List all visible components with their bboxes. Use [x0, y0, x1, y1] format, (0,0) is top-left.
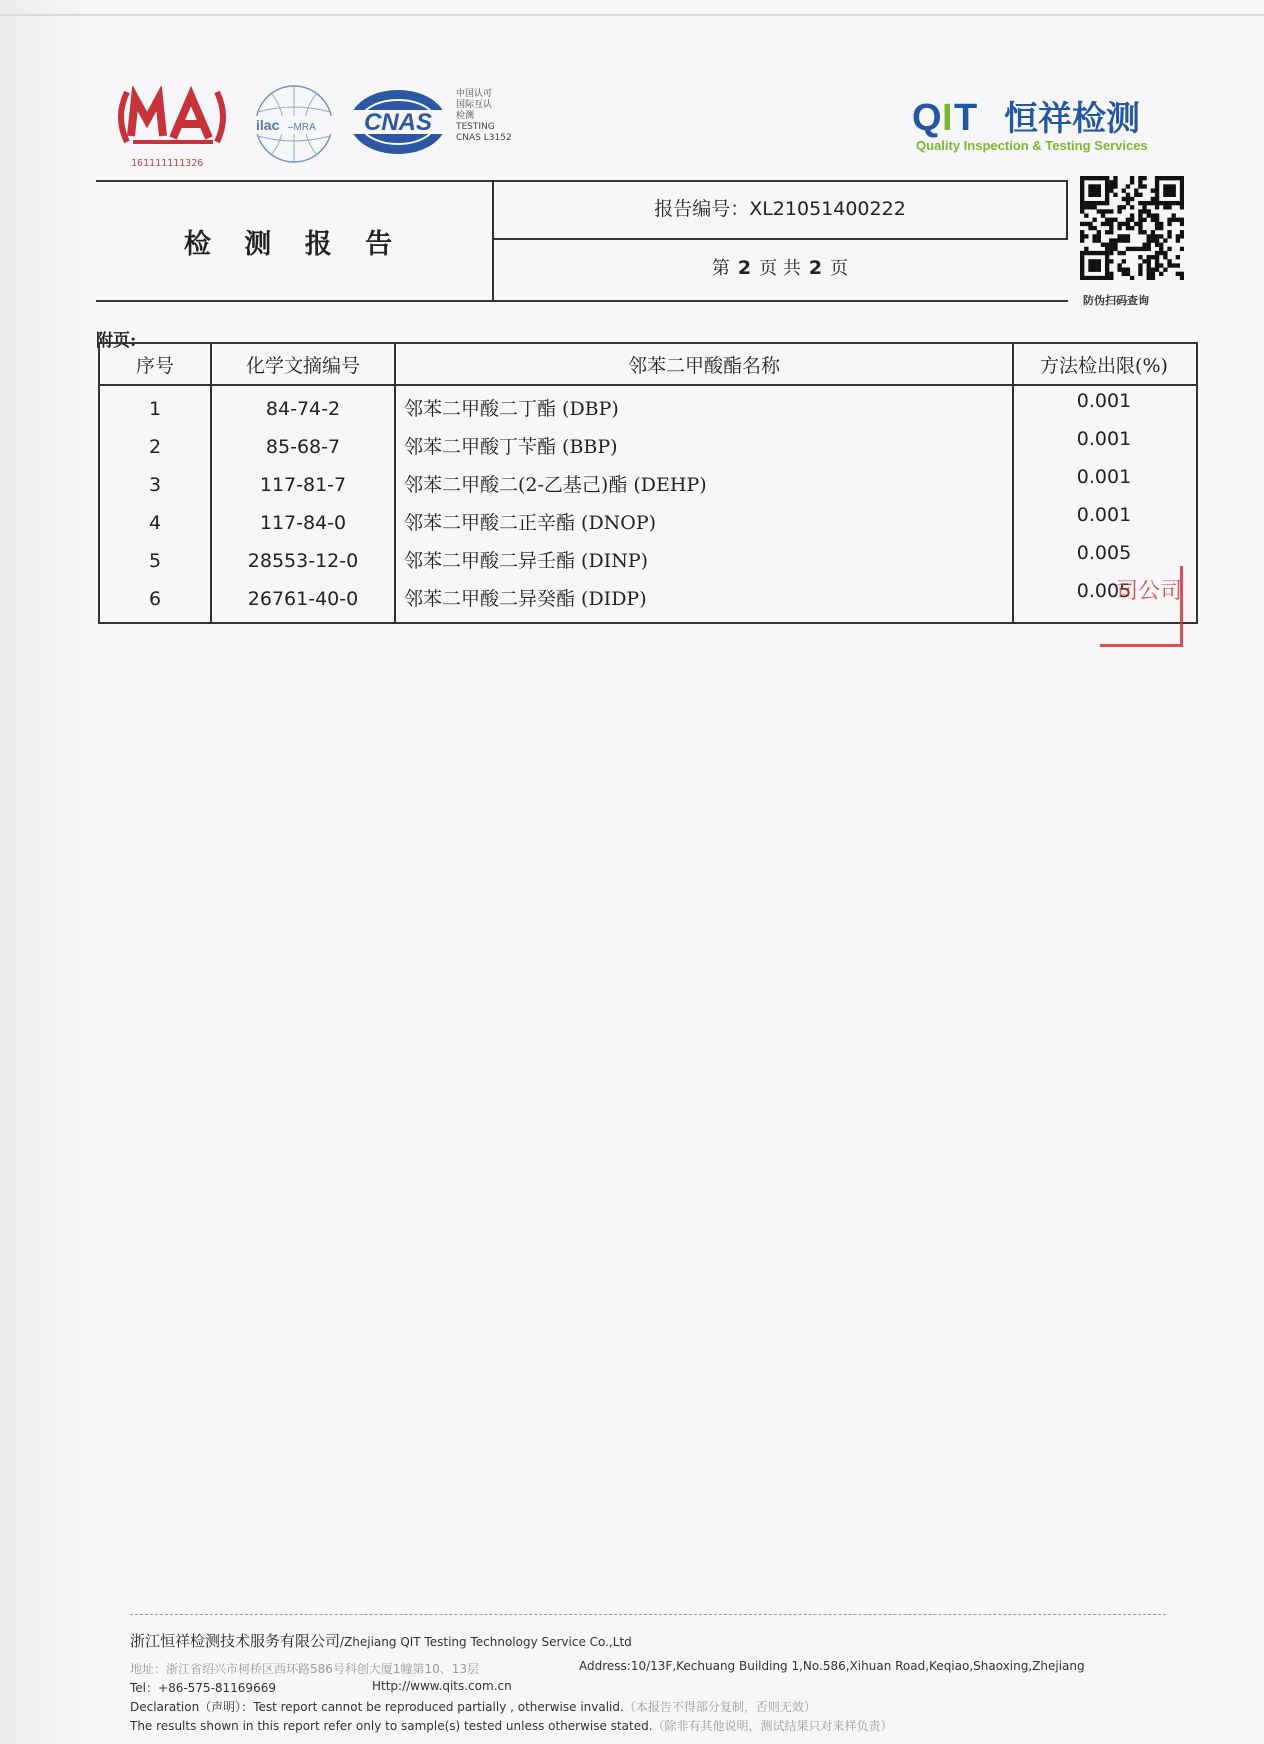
declaration-label: Declaration（声明）： [130, 1700, 254, 1714]
results-note-cn: （除非有其他说明，测试结果只对来样负责） [652, 1719, 893, 1733]
row-no: 5 [148, 550, 162, 572]
cnas-accreditation-text [456, 89, 512, 144]
row-name: 邻苯二甲酸二异壬酯 (DINP) [404, 549, 649, 572]
svg-text:I: I [942, 97, 953, 139]
footer-company [130, 1630, 632, 1651]
row-no: 6 [148, 588, 162, 610]
page-total: 2 [808, 257, 823, 279]
footer-company-cn: 浙江恒祥检测技术服务有限公司 [130, 1632, 341, 1650]
row-no: 2 [148, 436, 162, 458]
row-name: 邻苯二甲酸丁苄酯 (BBP) [404, 435, 618, 458]
cnas-text-line: CNAS L3152 [456, 133, 512, 143]
page-suffix: 页 [830, 258, 849, 279]
row-name: 邻苯二甲酸二(2-乙基己)酯 (DEHP) [404, 473, 707, 496]
report-title-cell [96, 182, 494, 300]
footer-address-cn [130, 1660, 479, 1677]
qr-code-icon[interactable] [1080, 176, 1184, 280]
svg-text:ilac: ilac [256, 117, 280, 133]
ilac-mra-logo-icon [252, 82, 337, 167]
row-cas: 117-84-0 [259, 512, 347, 534]
footer-url[interactable]: Http://www.qits.com.cn [372, 1679, 512, 1693]
cnas-text-line: TESTING [456, 122, 495, 132]
cma-logo-icon [113, 86, 231, 148]
cnas-text-line: 中国认可 [456, 89, 493, 99]
row-limit: 0.001 [1076, 428, 1132, 450]
svg-text:T: T [954, 97, 978, 139]
col-header-name: 邻苯二甲酸酯名称 [627, 354, 780, 377]
report-header-box [96, 180, 1068, 302]
row-cas: 117-81-7 [259, 474, 347, 496]
cnas-logo-icon [347, 86, 449, 158]
row-no: 3 [148, 474, 162, 496]
page-prefix: 第 [711, 258, 730, 279]
cnas-text-line: 国际互认 [456, 100, 493, 110]
phthalate-table [98, 342, 1198, 624]
svg-text:Q: Q [912, 97, 942, 139]
cnas-text-line: 检测 [456, 111, 475, 121]
row-limit: 0.005 [1076, 580, 1132, 602]
row-name: 邻苯二甲酸二异癸酯 (DIDP) [404, 587, 647, 610]
page-current: 2 [737, 257, 752, 279]
col-header-limit: 方法检出限(%) [1040, 354, 1168, 377]
appendix-label: 附页: [96, 331, 137, 351]
footer-results-note [130, 1717, 893, 1734]
col-header-no: 序号 [135, 354, 174, 377]
footer-company-en: /Zhejiang QIT Testing Technology Service Co.,Ltd [340, 1635, 632, 1649]
declaration-cn: （本报告不得部分复制，否则无效） [623, 1700, 816, 1714]
company-seal-text: 司公司 [1116, 579, 1183, 604]
footer-declaration [130, 1698, 816, 1715]
page-edge-shadow [0, 0, 95, 1744]
svg-text:‒MRA: ‒MRA [288, 122, 316, 133]
cma-number: 161111111326 [131, 158, 204, 169]
page-mid: 页 共 [759, 258, 801, 279]
row-name: 邻苯二甲酸二正辛酯 (DNOP) [404, 511, 657, 534]
svg-text:恒祥检测: 恒祥检测 [1004, 99, 1140, 139]
svg-text:CNAS: CNAS [363, 109, 433, 136]
row-cas: 26761-40-0 [247, 588, 359, 610]
row-name: 邻苯二甲酸二丁酯 (DBP) [404, 397, 619, 420]
report-title: 检 测 报 告 [183, 228, 405, 260]
row-limit: 0.001 [1076, 390, 1132, 412]
row-cas: 85-68-7 [265, 436, 341, 458]
row-limit: 0.005 [1076, 542, 1132, 564]
footer-address-cn-text: 地址：浙江省绍兴市柯桥区西环路586号科创大厦1幢第10、13层 [130, 1662, 480, 1676]
row-limit: 0.001 [1076, 466, 1132, 488]
row-limit: 0.001 [1076, 504, 1132, 526]
page-top-edge [0, 14, 1264, 16]
qr-label: 防伪扫码查询 [1083, 294, 1149, 307]
report-number: 报告编号：XL21051400222 [654, 198, 906, 220]
declaration-en: Test report cannot be reproduced partially , otherwise invalid. [253, 1700, 624, 1714]
row-no: 1 [148, 398, 162, 420]
brand-tagline: Quality Inspection & Testing Services [916, 138, 1148, 153]
footer-address-en: Address:10/13F,Kechuang Building 1,No.586,Xihuan Road,Keqiao,Shaoxing,Zhejiang [579, 1659, 1085, 1673]
page-indicator [492, 254, 1068, 280]
row-cas: 84-74-2 [265, 398, 341, 420]
footer-divider [130, 1614, 1166, 1615]
results-note-en: The results shown in this report refer only to sample(s) tested unless otherwise stated. [130, 1719, 653, 1733]
header-divider [492, 238, 1068, 240]
footer-tel: Tel：+86-575-81169669 [130, 1681, 276, 1695]
row-no: 4 [148, 512, 162, 534]
row-cas: 28553-12-0 [247, 550, 359, 572]
col-header-cas: 化学文摘编号 [245, 354, 360, 377]
